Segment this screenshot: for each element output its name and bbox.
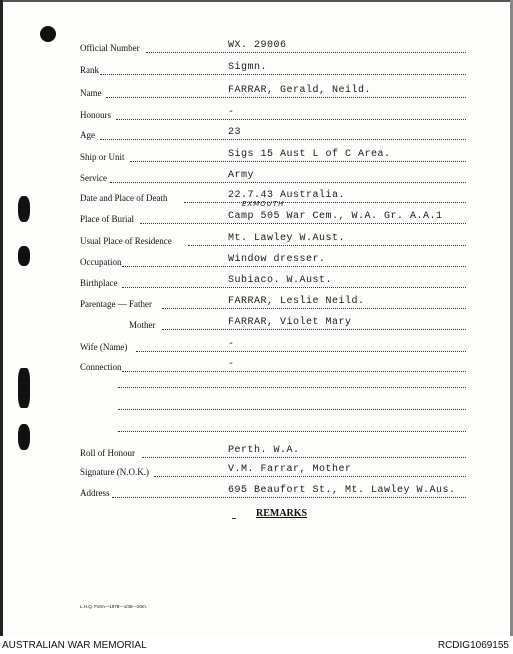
connection-extra-line	[118, 409, 466, 410]
remarks-mark	[232, 518, 236, 519]
field-address	[0, 487, 513, 501]
dotted-line	[100, 139, 466, 140]
field-father	[0, 298, 513, 312]
dotted-line	[162, 308, 466, 309]
field-value: V.M. Farrar, Mother	[228, 464, 352, 475]
field-value: Subiaco. W.Aust.	[228, 275, 333, 286]
field-label: Rank	[80, 65, 99, 75]
field-connection	[0, 361, 513, 375]
field-label: Honours	[80, 110, 111, 120]
field-value: Window dresser.	[228, 254, 326, 265]
field-value: -	[228, 359, 235, 370]
field-value: WX. 29006	[228, 40, 287, 51]
dotted-line	[112, 497, 466, 498]
field-value: Perth. W.A.	[228, 445, 300, 456]
field-official-number	[0, 42, 513, 56]
dotted-line	[122, 371, 466, 372]
field-label: Official Number	[80, 43, 140, 53]
dotted-line	[116, 119, 466, 120]
dotted-line	[122, 266, 466, 267]
field-label: Occupation	[80, 257, 122, 267]
dotted-line	[154, 476, 466, 477]
field-label: Service	[80, 173, 107, 183]
field-label: Address	[80, 488, 110, 498]
field-label: Connection	[80, 362, 122, 372]
field-label: Usual Place of Residence	[80, 236, 172, 246]
caption-source: AUSTRALIAN WAR MEMORIAL	[2, 640, 147, 651]
field-date-place-of-death	[0, 192, 513, 206]
dotted-line	[184, 202, 466, 203]
field-roll-of-honour	[0, 447, 513, 461]
scan-edge-top	[0, 0, 513, 2]
field-value: 23	[228, 127, 242, 138]
dotted-line	[106, 97, 466, 98]
field-value: Mt. Lawley W.Aust.	[228, 233, 346, 244]
field-value: FARRAR, Gerald, Neild.	[228, 85, 372, 96]
field-wife	[0, 341, 513, 355]
connection-extra-line	[118, 431, 466, 432]
dotted-line	[130, 161, 466, 162]
dotted-line	[146, 52, 466, 53]
field-label: Place of Burial	[80, 214, 134, 224]
field-value: -	[228, 107, 235, 118]
dotted-line	[162, 329, 466, 330]
field-honours	[0, 109, 513, 123]
field-place-of-burial	[0, 213, 513, 227]
dotted-line	[142, 457, 466, 458]
field-value: 695 Beaufort St., Mt. Lawley W.Aus.	[228, 485, 456, 496]
field-label: Age	[80, 130, 95, 140]
dotted-line	[100, 74, 466, 75]
field-label: Parentage — Father	[80, 299, 152, 309]
field-usual-residence	[0, 235, 513, 249]
connection-extra-line	[118, 387, 466, 388]
dotted-line	[188, 245, 466, 246]
field-value: FARRAR, Leslie Neild.	[228, 296, 365, 307]
field-signature-nok	[0, 466, 513, 480]
field-value: 22.7.43 Australia.	[228, 190, 346, 201]
field-label: Name	[80, 88, 102, 98]
field-rank	[0, 64, 513, 78]
dotted-line	[140, 223, 466, 224]
field-value: Sigs 15 Aust L of C Area.	[228, 149, 391, 160]
field-label: Date and Place of Death	[80, 193, 168, 203]
field-label: Birthplace	[80, 278, 118, 288]
field-name	[0, 87, 513, 101]
field-label: Ship or Unit	[80, 152, 125, 162]
caption-record-id: RCDIG1069155	[437, 640, 509, 651]
form-code: L.H.Q. Form—1978—1/45—20m.	[80, 604, 148, 609]
dotted-line	[110, 182, 466, 183]
field-value: FARRAR, Violet Mary	[228, 317, 352, 328]
dotted-line	[136, 351, 466, 352]
field-value: Camp 505 War Cem., W.A. Gr. A.A.1	[228, 211, 443, 222]
punch-hole-top	[40, 26, 56, 42]
remarks-heading: REMARKS	[256, 508, 308, 519]
field-service	[0, 172, 513, 186]
field-value: Army	[228, 170, 255, 181]
field-label: Mother	[129, 320, 156, 330]
dotted-line	[122, 287, 466, 288]
field-ship-or-unit	[0, 151, 513, 165]
field-label: Roll of Honour	[80, 448, 135, 458]
field-occupation	[0, 256, 513, 270]
field-mother	[0, 319, 513, 333]
field-age	[0, 129, 513, 143]
handwritten-correction: EXMOUTH	[242, 200, 285, 208]
field-label: Wife (Name)	[80, 342, 128, 352]
field-label: Signature (N.O.K.)	[80, 467, 149, 477]
field-value: Sigmn.	[228, 62, 268, 73]
field-birthplace	[0, 277, 513, 291]
field-value: -	[228, 339, 235, 350]
